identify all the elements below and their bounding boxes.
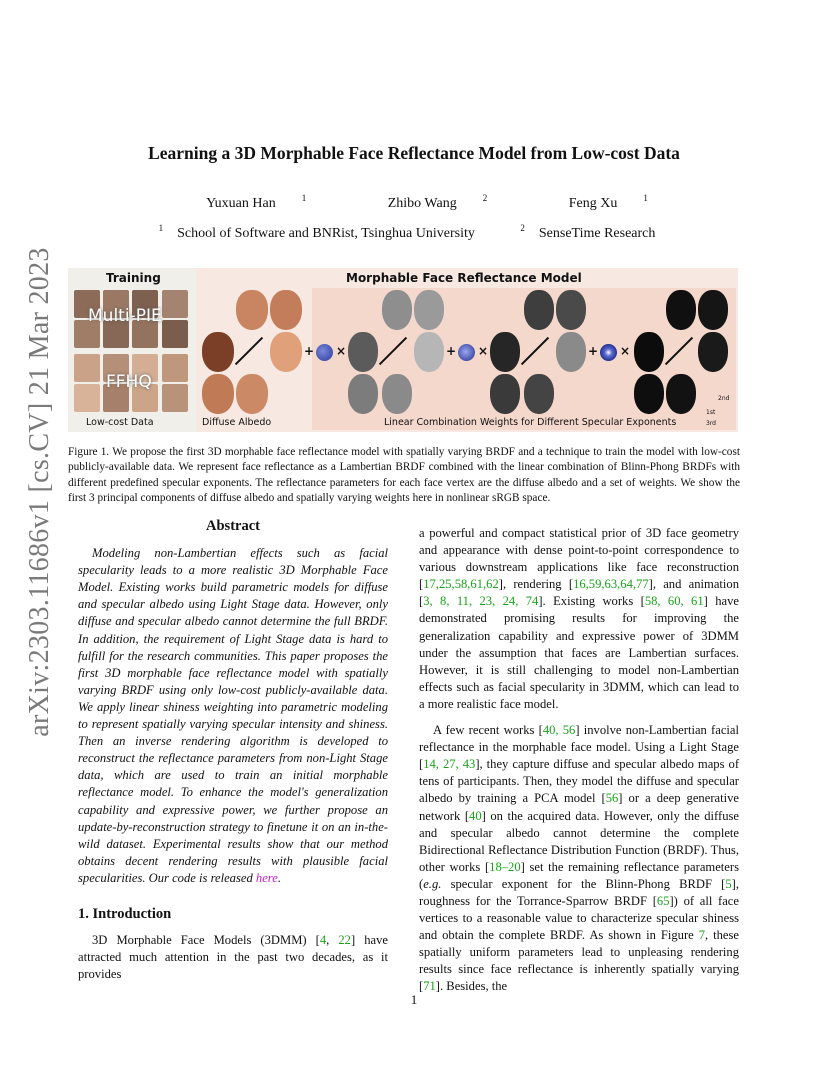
citation-link[interactable]: 58, 60, 61 [644,594,704,609]
affiliation-list [60,223,768,242]
morphable-model-label: Morphable Face Reflectance Model [346,271,582,285]
introduction-heading: 1. Introduction [78,906,172,922]
page-number: 1 [410,992,418,1007]
weight-face [490,332,520,372]
citation-link[interactable]: 18–20 [489,859,521,874]
plus-operator: + [446,344,457,358]
citation-link[interactable]: 5 [725,876,732,891]
diffuse-albedo-face [236,290,268,330]
weight-face [634,332,664,372]
citation-link[interactable]: 71 [423,979,436,994]
weight-face [666,290,696,330]
weight-face [382,290,412,330]
author-list [60,193,768,212]
figure-link[interactable]: 7 [698,928,705,943]
diffuse-albedo-face [202,374,234,414]
face-thumbnail [74,384,100,412]
plus-operator: + [304,344,315,358]
specular-sphere [458,344,475,361]
face-thumbnail [162,290,188,318]
code-link[interactable]: here [255,870,278,885]
specular-sphere [600,344,617,361]
paragraph: A few recent works [40, 56] involve non-Lambertian facial reflectance in the morphable face model. Using a Light Stage [14, 27, 43], they capture diffuse and specular albedo maps of tens of participants. Then, they model the diffuse and specular albedo by training a PCA model [56] or a deep generative network [40] on the acquired data. However, only the diffuse and specular albedo cannot determine the complete Bidirectional Reflectance Distribution Function (BRDF). Thus, other works [18–20] set the remaining reflectance parameters (e.g. specular exponent for the Blinn-Phong BRDF [5], roughness for the Torrance-Sparrow BRDF [65]) of all face vertices to a reasonable value to characterize specular shiness and obtain the complete BRDF. As shown in Figure 7, these spatially uniform parameters lead to unpleasing rendering results since face reflectance is inherently spatially varying [71]. Besides, the [419,723,740,994]
arxiv-identifier-text: arXiv:2303.11686v1 [cs.CV] 21 Mar 2023 [24,247,55,737]
pc-label: 2nd [718,395,730,402]
weight-face [634,374,664,414]
citation-link[interactable]: 3, 8, 11, 23, 24, 74 [423,594,539,609]
pc-label: 1st [706,409,716,416]
intro-paragraph: 3D Morphable Face Models (3DMM) [4, 22] have attracted much attention in the past two decades, as it provides [78,933,388,982]
author: Feng Xu $^1$ [568,193,648,211]
weight-face [556,332,586,372]
figure-caption: Figure 1. We propose the first 3D morphable face reflectance model with spatially varying BRDF and a technique to train the model with low-cost publicly-available data. We represent face reflectance as a Lambertian BRDF combined with the linear combination of Blinn-Phong BRDFs with different predefined specular exponents. The reflectance parameters for each face vertex are the diffuse albedo and a set of weights. We show the first 3 principal components of diffuse albedo and spatially varying weights here in nonlinear sRGB space. [68,446,740,505]
face-thumbnail [74,354,100,382]
author: Yuxuan Han $^1$ [206,193,307,211]
face-thumbnail [162,354,188,382]
specular-sphere [316,344,333,361]
weight-face [348,332,378,372]
right-column [419,525,739,996]
weight-face [490,374,520,414]
dataset-label-ffhq: FFHQ [106,372,152,392]
weights-label: Linear Combination Weights for Different Specular Exponents [384,417,677,428]
training-panel [68,268,196,432]
times-operator: × [478,344,489,358]
weight-face [666,374,696,414]
citation-link[interactable]: 4 [319,933,327,948]
weight-face [524,374,554,414]
citation-link[interactable]: 16,59,63,64,77 [573,577,649,592]
citation-link[interactable]: 14, 27, 43 [423,757,476,772]
face-thumbnail [162,320,188,348]
dataset-label-multipie: Multi-PIE [88,306,162,326]
weight-face [698,332,728,372]
abstract-section [78,518,388,887]
times-operator: × [336,344,347,358]
abstract-heading: Abstract [206,518,260,534]
citation-link[interactable]: 40 [469,808,482,823]
weight-face [698,290,728,330]
face-thumbnail [162,384,188,412]
citation-link[interactable]: 65 [656,893,670,908]
affiliation: $^1$ School of Software and BNRist, Tsinghua University [158,223,475,241]
affiliation: $^2$ SenseTime Research [520,223,656,241]
pc-arrow [235,337,263,365]
weight-face [414,290,444,330]
citation-link[interactable]: 40, 56 [542,723,576,738]
citation-link[interactable]: 56 [605,791,619,806]
diffuse-albedo-label: Diffuse Albedo [202,417,272,428]
paper-title: Learning a 3D Morphable Face Reflectance Model from Low-cost Data [148,143,680,163]
weight-face [524,290,554,330]
introduction-section [78,906,388,983]
weight-face [348,374,378,414]
arxiv-identifier [20,247,60,737]
figure-1 [68,268,738,432]
diffuse-albedo-face [270,332,302,372]
citation-link[interactable]: 17,25,58,61,62 [423,577,499,592]
diffuse-albedo-face [236,374,268,414]
author: Zhibo Wang $^2$ [387,193,488,211]
diffuse-albedo-face [270,290,302,330]
weight-face [382,374,412,414]
abstract-text: Modeling non-Lambertian effects such as facial specularity leads to a more realistic 3D Morphable Face Model. Existing works build parametric models for diffuse and specular albedo using Light Stage data. However, only diffuse and specular albedo cannot determine the full BRDF. In addition, the requirement of Light Stage data is hard to fulfill for the research communities. This paper proposes the first 3D morphable face reflectance model with spatially varying BRDF using only low-cost publicly-available data. We apply linear shiness weighting into parametric modeling to represent spatially varying specular intensity and shiness. Then an inverse rendering algorithm is developed to reconstruct the reflectance parameters from non-Light Stage data, which are used to train an initial morphable reflectance model. To enhance the model's generalization capability and expressive power, we further propose an update-by-reconstruction strategy to finetune it on an in-the-wild dataset. Experimental results show that our method obtains decent rendering results with plausible facial specularities. Our code is released here. [78,546,388,885]
weight-face [556,290,586,330]
plus-operator: + [588,344,599,358]
pc-label: 3rd [706,420,716,427]
training-label: Training [106,271,161,285]
citation-link[interactable]: 22 [338,933,351,948]
low-cost-data-label: Low-cost Data [86,417,154,428]
diffuse-albedo-face [202,332,234,372]
weight-face [414,332,444,372]
paragraph: a powerful and compact statistical prior of 3D face geometry and appearance with dense point-to-point correspondence to various downstream applications like face reconstruction [17,25,58,61,62], rendering [16,59,63,64,77], and animation [3, 8, 11, 23, 24, 74]. Existing works [58, 60, 61] have demonstrated promising results for improving the generalization capability and expressive power of 3DMM under the assumption that faces are Lambertian surfaces. However, it is still challenging to model non-Lambertian effects such as facial specularity in 3DMM, which can lead to a more realistic face model. [419,526,740,711]
times-operator: × [620,344,631,358]
